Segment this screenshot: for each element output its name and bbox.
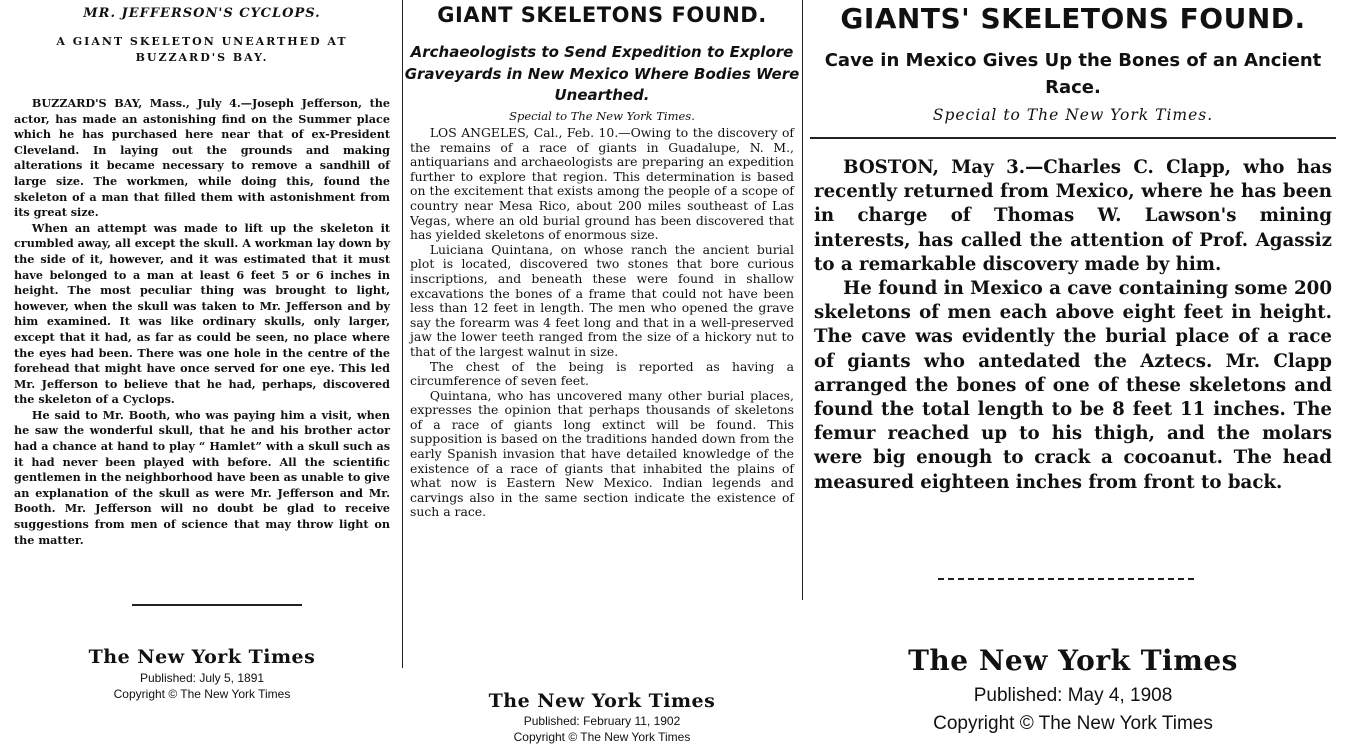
copyright: Copyright © The New York Times bbox=[513, 730, 691, 744]
copyright: Copyright © The New York Times bbox=[113, 687, 291, 701]
paragraph: Quintana, who has uncovered many other burial places, expresses the opinion that perhaps thousands of skeletons of a race of giants long extinct will be found. This supposition is based on the traditions handed down from the early Spanish invasion that have detailed knowledge of the existence of a race of giants that inhabited the plains of what now is Eastern New Mexico. Indian legends and carvings also in the same section indicate the existence of such a race. bbox=[410, 387, 794, 520]
paragraph: The chest of the being is reported as having a circumference of seven feet. bbox=[410, 358, 794, 389]
subheadline: Archaeologists to Send Expedition to Explore Graveyards in New Mexico Where Bodies Were Unearthed. bbox=[404, 43, 800, 104]
article-body bbox=[410, 126, 794, 520]
article-body bbox=[14, 96, 390, 548]
paragraph: When an attempt was made to lift up the skeleton it crumbled away, all except the skull. A workman lay down by the side of it, however, and it was estimated that it must have belonged to a man at least 6 feet 5 or 6 inches in height. The most peculiar thing was brought to light, however, when the skull was taken to Mr. Jefferson and by him examined. It was like ordinary skulls, only larger, except that it had, as far as could be seen, no place where the eyes had been. There was one hole in the centre of the forehead that might have once served for one eye. This led Mr. Jefferson to believe that he had, perhaps, discovered the skeleton of a Cyclops. bbox=[14, 220, 390, 407]
headline: MR. JEFFERSON'S CYCLOPS. bbox=[83, 6, 321, 21]
nyt-logo: The New York Times bbox=[88, 646, 316, 668]
paragraph: He said to Mr. Booth, who was paying him a visit, when he saw the wonderful skull, that he and his brother actor had a chance at hand to play “ Hamlet” with a skull such as it had never been played with before. All the scientific gentlemen in the neighborhood have been as unable to give an explanation of the skull as were Mr. Jefferson and Mr. Booth. Mr. Jefferson will no doubt be glad to receive suggestions from men of science that may throw light on the matter. bbox=[14, 407, 390, 547]
paragraph: LOS ANGELES, Cal., Feb. 10.—Owing to the discovery of the remains of a race of giants in Guadalupe, N. M., antiquarians and archaeologists are preparing an expedition further to explore that region. This determination is based on the excitement that exists among the people of a scope of country near Mesa Rico, about 200 miles southeast of Las Vegas, where an old burial ground has been discovered that has yielded skeletons of enormous size. bbox=[410, 125, 794, 243]
special-credit: Special to The New York Times. bbox=[932, 106, 1214, 124]
footer-credit bbox=[14, 646, 390, 701]
headline: GIANTS' SKELETONS FOUND. bbox=[840, 2, 1306, 35]
header-rule bbox=[810, 137, 1336, 139]
subheadline: Cave in Mexico Gives Up the Bones of an Ancient Race. bbox=[824, 50, 1322, 98]
paragraph: He found in Mexico a cave containing some 200 skeletons of men each above eight feet in height. The cave was evidently the burial place of a race of giants who antedated the Aztecs. Mr. Clapp arranged the bones of one of these skeletons and found the total length to be 8 feet 11 inches. The femur reached up to his thigh, and the molars were big enough to crack a cocoanut. The head measured eighteen inches from front to back. bbox=[814, 278, 1332, 493]
paragraph: BUZZARD'S BAY, Mass., July 4.—Joseph Jefferson, the actor, has made an astonishing find on the Summer place which he has purchased here near that of ex-President Cleveland. In laying out the grounds and making alterations it became necessary to remove a sandhill of large size. The workmen, while doing this, found the skeleton of a man that filled them with astonishment from its great size. bbox=[14, 96, 390, 220]
published-date: Published: May 4, 1908 bbox=[973, 685, 1173, 706]
copyright: Copyright © The New York Times bbox=[933, 713, 1213, 734]
published-date: Published: July 5, 1891 bbox=[139, 671, 265, 685]
nyt-logo: The New York Times bbox=[488, 690, 716, 712]
special-credit: Special to The New York Times. bbox=[509, 109, 695, 123]
paragraph: BOSTON, May 3.—Charles C. Clapp, who has recently returned from Mexico, where he has been in charge of Thomas W. Lawson's mining interests, has called the attention of Prof. Agassiz to a remarkable discovery made by him. bbox=[814, 157, 1332, 275]
paragraph: Luiciana Quintana, on whose ranch the ancient burial plot is located, discovered two stones that bore curious inscriptions, and beneath these were found in shallow excavations the bones of a frame that could not have been less than 12 feet in length. The men who opened the grave say the forearm was 4 feet long and that in a well-preserved jaw the lower teeth ranged from the size of a hickory nut to that of the largest walnut in size. bbox=[410, 241, 794, 359]
nyt-logo: The New York Times bbox=[908, 644, 1238, 677]
column-divider bbox=[402, 0, 403, 668]
published-date: Published: February 11, 1902 bbox=[523, 714, 681, 728]
footer-credit bbox=[404, 690, 800, 744]
column-divider bbox=[802, 0, 803, 600]
footer-credit bbox=[810, 644, 1336, 735]
subheadline: A GIANT SKELETON UNEARTHED AT BUZZARD'S BAY. bbox=[56, 35, 348, 64]
end-rule bbox=[938, 578, 1194, 580]
article-body bbox=[814, 156, 1332, 495]
end-rule bbox=[132, 604, 302, 606]
headline: GIANT SKELETONS FOUND. bbox=[437, 3, 767, 27]
